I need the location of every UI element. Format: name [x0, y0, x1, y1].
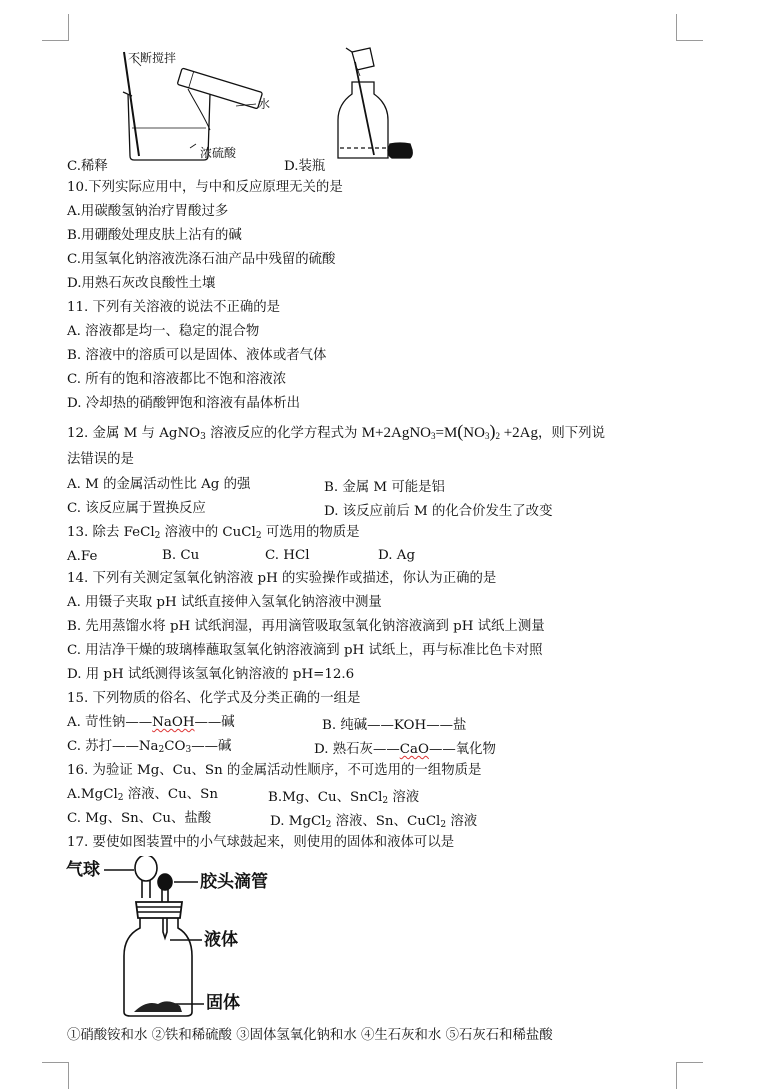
q12-stem-continued: 法错误的是: [67, 452, 134, 467]
q15-option-b: B. 纯碱——KOH——盐: [322, 718, 467, 733]
q12-stem: 12. 金属 M 与 AgNO$_3$ 溶液反应的化学方程式为 $M+2AgNO_3=M(NO_3)_2 +2Ag$，则下列说: [67, 421, 605, 442]
q10-stem: 10.下列实际应用中，与中和反应原理无关的是: [67, 180, 343, 195]
q16-stem: 16. 为验证 Mg、Cu、Sn 的金属活动性顺序，不可选用的一组物质是: [67, 763, 482, 778]
q16-option-a: A.MgCl$_2$ 溶液、Cu、Sn: [67, 787, 218, 803]
corner-mark-bottom-left: [42, 1062, 69, 1089]
q13-option-a: A.Fe: [67, 549, 98, 564]
q13-option-b: B. Cu: [162, 548, 200, 563]
q16-option-d: D. MgCl$_2$ 溶液、Sn、CuCl$_2$ 溶液: [270, 814, 478, 830]
q15-option-c: C. 苏打$——Na_2CO_3——$碱: [67, 739, 232, 755]
label-balloon: 气球: [66, 860, 100, 880]
q15-option-a: A. 苛性钠——NaOH——碱: [67, 715, 235, 730]
corner-mark-top-left: [42, 14, 69, 41]
q12-option-a: A. M 的金属活动性比 Ag 的强: [67, 477, 251, 492]
q13-option-c: C. HCl: [265, 548, 310, 563]
q14-option-d: D. 用 pH 试纸测得该氢氧化钠溶液的 pH=12.6: [67, 667, 355, 682]
q11-option-b: B. 溶液中的溶质可以是固体、液体或者气体: [67, 348, 327, 363]
q14-option-c: C. 用洁净干燥的玻璃棒蘸取氢氧化钠溶液滴到 pH 试纸上，再与标准比色卡对照: [67, 643, 543, 658]
q10-option-d: D.用熟石灰改良酸性土壤: [67, 276, 216, 291]
q17-stem: 17. 要使如图装置中的小气球鼓起来，则使用的固体和液体可以是: [67, 835, 455, 850]
q11-option-a: A. 溶液都是均一、稳定的混合物: [67, 324, 260, 339]
corner-mark-top-right: [676, 14, 703, 41]
q12-option-b: B. 金属 M 可能是铝: [324, 480, 445, 495]
q11-option-d: D. 冷却热的硝酸钾饱和溶液有晶体析出: [67, 396, 301, 411]
q16-option-c: C. Mg、Sn、Cu、盐酸: [67, 811, 212, 826]
q11-stem: 11. 下列有关溶液的说法不正确的是: [67, 300, 281, 315]
bottling-diagram: [330, 40, 420, 164]
q15-option-d: D. 熟石灰——CaO——氧化物: [314, 742, 496, 757]
q13-stem: 13. 除去 FeCl$_2$ 溶液中的 CuCl$_2$ 可选用的物质是: [67, 525, 360, 541]
q16-option-b: B.Mg、Cu、SnCl$_2$ 溶液: [268, 790, 420, 806]
label-liquid: 液体: [204, 930, 238, 950]
balloon-apparatus-diagram: [66, 856, 296, 1018]
q10-option-a: A.用碳酸氢钠治疗胃酸过多: [67, 204, 229, 219]
corner-mark-bottom-right: [676, 1062, 703, 1089]
q10-option-b: B.用硼酸处理皮肤上沾有的碱: [67, 228, 242, 243]
q12-option-d: D. 该反应前后 M 的化合价发生了改变: [324, 504, 553, 519]
label-solid: 固体: [206, 993, 240, 1013]
q14-stem: 14. 下列有关测定氢氧化钠溶液 pH 的实验操作或描述，你认为正确的是: [67, 571, 497, 586]
q15-stem: 15. 下列物质的俗名、化学式及分类正确的一组是: [67, 691, 361, 706]
q14-option-a: A. 用镊子夹取 pH 试纸直接伸入氢氧化钠溶液中测量: [67, 595, 382, 610]
q11-option-c: C. 所有的饱和溶液都比不饱和溶液浓: [67, 372, 287, 387]
label-water: 水: [258, 97, 271, 111]
q9-option-d: D.装瓶: [284, 159, 326, 174]
q9-option-c: C.稀释: [67, 159, 108, 174]
label-dropper: 胶头滴管: [200, 872, 268, 892]
q10-option-c: C.用氢氧化钠溶液洗涤石油产品中残留的硫酸: [67, 252, 336, 267]
q14-option-b: B. 先用蒸馏水将 pH 试纸润湿，再用滴管吸取氢氧化钠溶液滴到 pH 试纸上测量: [67, 619, 545, 634]
dilution-diagram: [108, 44, 278, 162]
label-stir: 不断搅拌: [128, 51, 177, 65]
q12-equation: $M+2AgNO_3=M(NO_3)_2 +2Ag$: [361, 421, 539, 441]
label-conc-sulfuric-acid: 浓硫酸: [200, 146, 237, 160]
q13-option-d: D. Ag: [378, 548, 416, 563]
q17-options: ①硝酸铵和水 ②铁和稀硫酸 ③固体氢氧化钠和水 ④生石灰和水 ⑤石灰石和稀盐酸: [67, 1028, 553, 1043]
q12-option-c: C. 该反应属于置换反应: [67, 501, 206, 516]
